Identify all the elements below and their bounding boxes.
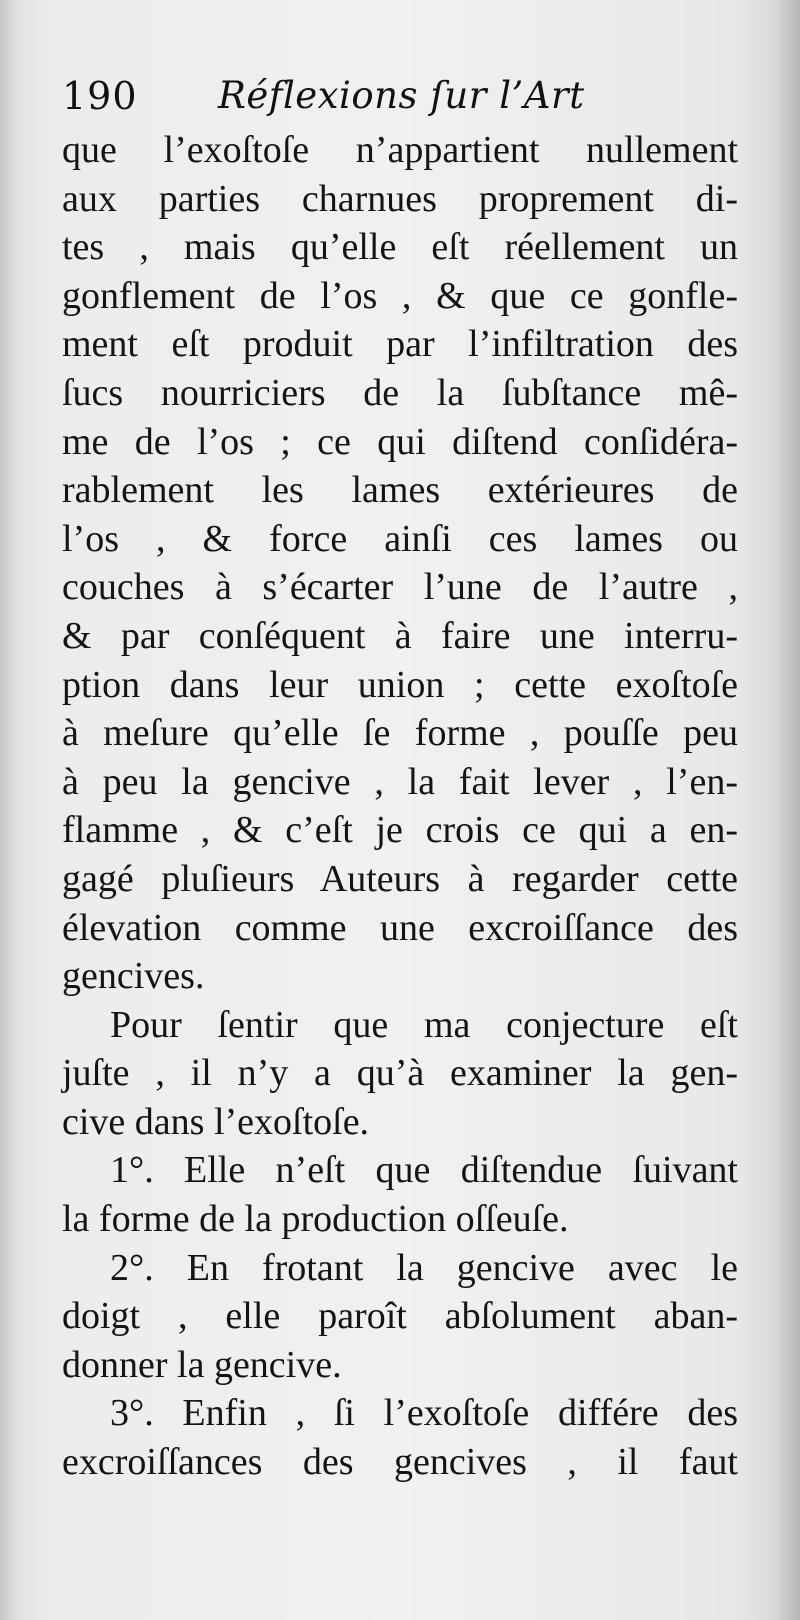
text-line: ption dans leur union ; cette exoſtoſe <box>62 663 738 706</box>
text-line: couches à s’écarter l’une de l’autre , <box>62 566 738 609</box>
text-line: gonflement de l’os , & que ce gonfle- <box>62 274 738 317</box>
text-line: que l’exoſtoſe n’appartient nullement <box>62 129 738 171</box>
text-line: 3°. Enfin , ſi l’exoſtoſe différe des <box>110 1392 738 1435</box>
text-line: juſte , il n’y a qu’à examiner la gen- <box>62 1052 738 1095</box>
text-line: me de l’os ; ce qui diſtend conſidéra- <box>62 420 738 463</box>
text-line: élevation comme une excroiſſance des <box>62 906 738 949</box>
text-line: cive dans l’exoſtoſe. <box>62 1100 370 1143</box>
page-number: 190 <box>62 74 138 118</box>
body-text <box>62 126 738 1487</box>
text-line: flamme , & c’eſt je crois ce qui a en- <box>62 809 738 852</box>
text-line: rablement les lames extérieures de <box>62 469 738 512</box>
text-line: tes , mais qu’elle eſt réellement un <box>62 226 738 269</box>
text-line: l’os , & force ainſi ces lames ou <box>62 517 738 560</box>
page-header <box>62 74 752 126</box>
text-line: doigt , elle paroît abſolument aban- <box>62 1295 738 1338</box>
text-line: la forme de la production oſſeuſe. <box>62 1198 569 1241</box>
text-line: excroiſſances des gencives , il faut <box>62 1441 738 1484</box>
text-line: aux parties charnues proprement di- <box>62 177 738 220</box>
running-head: Réflexions ſur l’Art <box>218 74 585 117</box>
page-gutter-shadow <box>0 0 18 1620</box>
text-line: gencives. <box>62 955 205 998</box>
text-line: ment eſt produit par l’infiltration des <box>62 323 738 366</box>
text-line: ſucs nourriciers de la ſubſtance mê- <box>62 371 738 414</box>
text-line: Pour ſentir que ma conjecture eſt <box>110 1003 738 1046</box>
text-line: donner la gencive. <box>62 1343 342 1386</box>
text-line: gagé pluſieurs Auteurs à regarder cette <box>62 857 738 900</box>
text-line: & par conſéquent à faire une interru- <box>62 614 738 657</box>
text-line: 2°. En frotant la gencive avec le <box>110 1246 738 1289</box>
text-line: à peu la gencive , la fait lever , l’en- <box>62 760 738 803</box>
text-line: 1°. Elle n’eſt que diſtendue ſuivant <box>110 1149 738 1192</box>
text-line: à meſure qu’elle ſe forme , pouſſe peu <box>62 712 738 755</box>
page-edge-shadow <box>774 0 800 1620</box>
